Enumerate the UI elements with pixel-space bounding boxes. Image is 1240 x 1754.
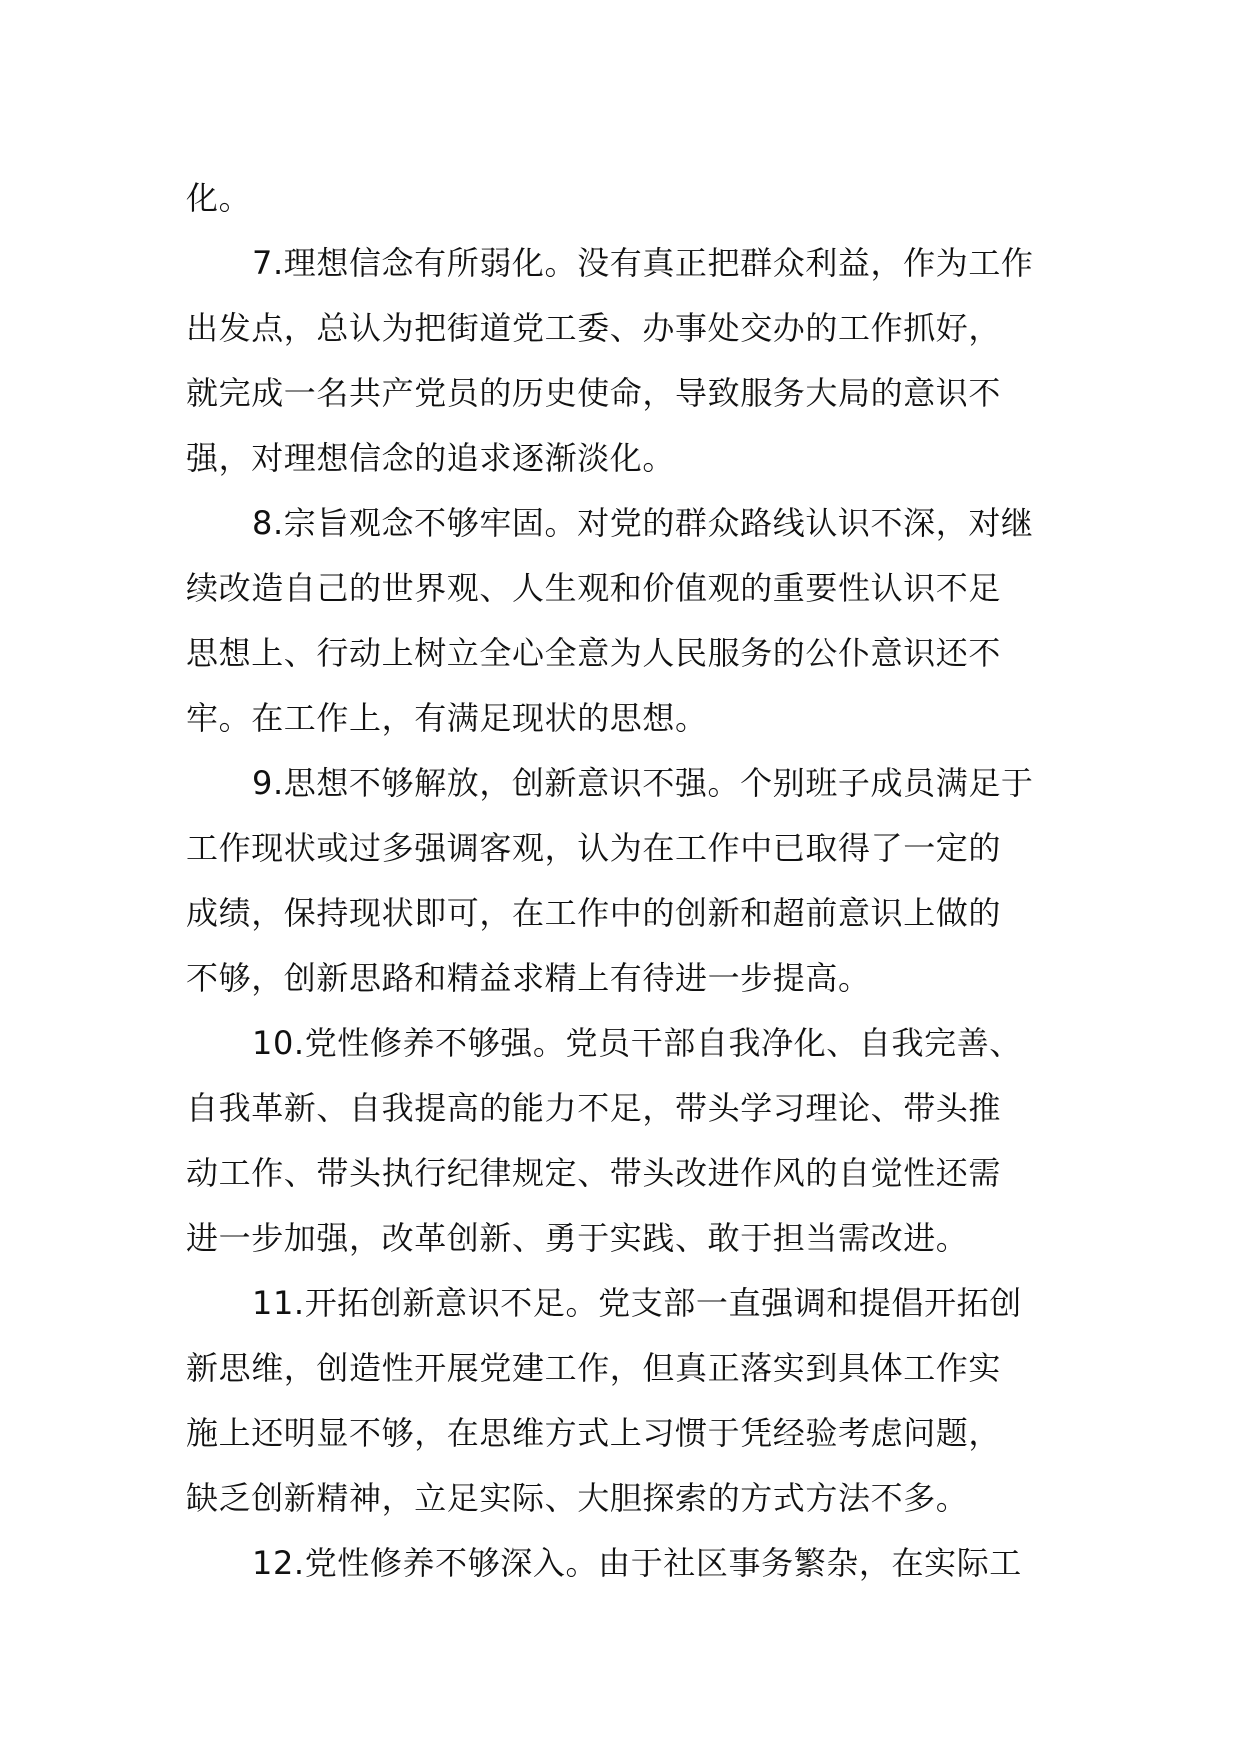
text-line: 工作现状或过多强调客观，认为在工作中已取得了一定的 xyxy=(186,829,1002,867)
text-line: 缺乏创新精神，立足实际、大胆探索的方式方法不多。 xyxy=(186,1479,969,1517)
paragraph-start-line: 7.理想信念有所弱化。没有真正把群众利益，作为工作 xyxy=(252,244,1034,282)
text-line: 强，对理想信念的追求逐渐淡化。 xyxy=(186,439,676,477)
text-line: 就完成一名共产党员的历史使命，导致服务大局的意识不 xyxy=(186,374,1002,412)
text-line: 施上还明显不够，在思维方式上习惯于凭经验考虑问题， xyxy=(186,1414,1002,1452)
text-line: 思想上、行动上树立全心全意为人民服务的公仆意识还不 xyxy=(186,634,1002,672)
paragraph-start-line: 11.开拓创新意识不足。党支部一直强调和提倡开拓创 xyxy=(252,1284,1022,1322)
text-line: 牢。在工作上，有满足现状的思想。 xyxy=(186,699,708,737)
paragraph-start-line: 8.宗旨观念不够牢固。对党的群众路线认识不深，对继 xyxy=(252,504,1034,542)
text-line: 进一步加强，改革创新、勇于实践、敢于担当需改进。 xyxy=(186,1219,969,1257)
text-line: 出发点，总认为把街道党工委、办事处交办的工作抓好， xyxy=(186,309,1002,347)
paragraph-start-line: 12.党性修养不够深入。由于社区事务繁杂，在实际工 xyxy=(252,1544,1022,1582)
text-line: 动工作、带头执行纪律规定、带头改进作风的自觉性还需 xyxy=(186,1154,1002,1192)
text-line: 不够，创新思路和精益求精上有待进一步提高。 xyxy=(186,959,871,997)
document-page xyxy=(186,166,1056,1596)
text-line: 化。 xyxy=(186,179,252,217)
paragraph-start-line: 9.思想不够解放，创新意识不强。个别班子成员满足于 xyxy=(252,764,1034,802)
text-line: 新思维，创造性开展党建工作，但真正落实到具体工作实 xyxy=(186,1349,1002,1387)
paragraph-start-line: 10.党性修养不够强。党员干部自我净化、自我完善、 xyxy=(252,1024,1022,1062)
text-line: 成绩，保持现状即可，在工作中的创新和超前意识上做的 xyxy=(186,894,1002,932)
text-line: 自我革新、自我提高的能力不足，带头学习理论、带头推 xyxy=(186,1089,1002,1127)
text-line: 续改造自己的世界观、人生观和价值观的重要性认识不足 xyxy=(186,569,1002,607)
